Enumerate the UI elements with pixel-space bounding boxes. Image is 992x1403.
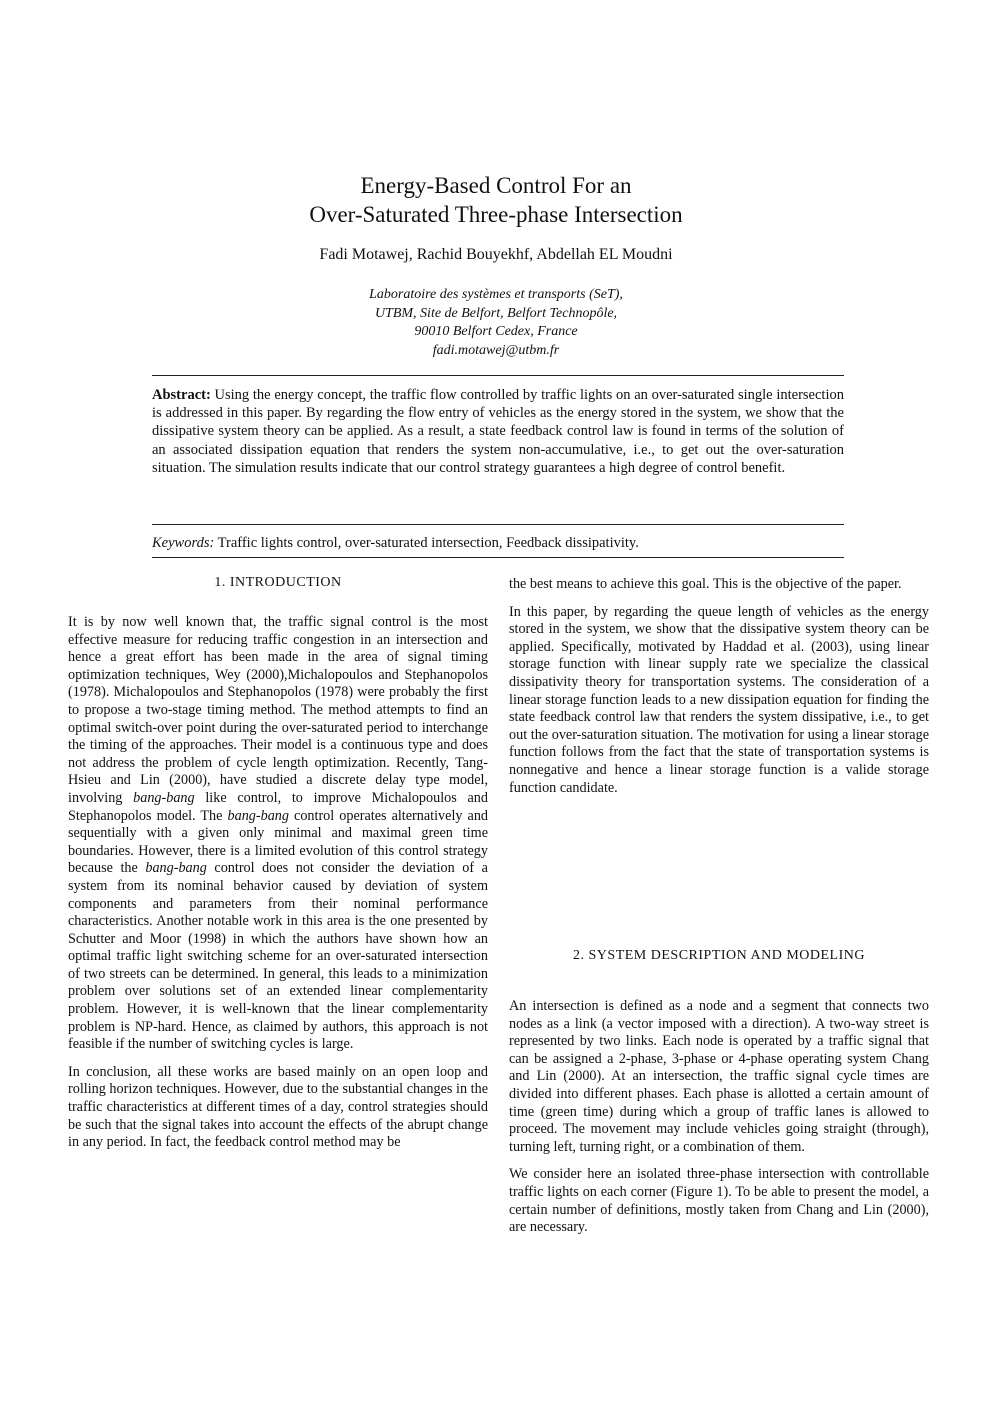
emphasis-bang-bang: bang-bang — [145, 860, 207, 877]
intro-text-part-2: like control, to improve Michalopoulos and Stephanopolos model. The — [68, 789, 488, 824]
system-paragraph-1: An intersection is defined as a node and a segment that connects two nodes as a link (a vector imposed with a direction). A two-way street is represented by two links. Each node is operated by a traffic signal that can be assigned a 2-phase, 3-phase or 4-phase operating system Chang and Lin (2000). At an intersection, the traffic signal cycle times are divided into different phases. Each phase is allotted a certain amount of time (green time) during which a group of traffic lanes is allowed to proceed. The movement may include vehicles going straight (through), turning left, turning right, or a combination of them. — [509, 998, 929, 1155]
left-column — [68, 614, 488, 1162]
affiliation-line-2: UTBM, Site de Belfort, Belfort Technopôle, — [374, 305, 618, 321]
keywords-text: Traffic lights control, over-saturated intersection, Feedback dissipativity. — [217, 535, 639, 551]
intro-paragraph-2: In conclusion, all these works are based mainly on an open loop and rolling horizon techniques. However, due to the substantial changes in the traffic characteristics at different times of a day, control strategies should be such that the signal takes into account the effects of the abrupt change in any period. In fact, the feedback control method may be — [68, 1063, 488, 1151]
keywords — [152, 534, 844, 552]
right-column — [509, 576, 929, 807]
affiliation-line-3: 90010 Belfort Cedex, France — [414, 324, 578, 339]
affiliation-line-1: Laboratoire des systèmes et transports (SeT), — [369, 287, 623, 302]
paper-title — [0, 171, 992, 229]
intro-paragraph-4: In this paper, by regarding the queue length of vehicles as the energy stored in the system, we show that the dissipative system theory can be applied. Specifically, motivated by Haddad et al. (2003), using linear storage function with linear supply rate we specialize the classical dissipativity theory for transportation systems. The consideration of a linear storage function leads to a new dissipation equation for finding the state feedback control law that renders the system dissipative, i.e., to get out the over-saturation situation. The motivation for using a linear storage function follows from the fact that the state of transportation systems is nonnegative and hence a linear storage function is a valide storage function candidate. — [509, 603, 929, 796]
system-paragraph-2: We consider here an isolated three-phase intersection with controllable traffic lights on each corner (Figure 1). To be able to present the model, a certain number of definitions, mostly taken from Chang and Lin (2000), are necessary. — [509, 1166, 929, 1236]
intro-text-part-4: control does not consider the deviation of a system from its nominal behavior caused by deviation of system components and parameters from their nominal performance characteristics. Another notable work in this area is the one presented by Schutter and Moor (1998) in which the authors have shown how an optimal traffic light switching scheme for an over-saturated intersection of two streets can be determined. In general, this leads to a minimization problem over solutions set of an extended linear complementarity problem. However, it is well-known that the linear complementarity problem is NP-hard. Hence, as claimed by authors, this approach is not feasible if the number of switching cycles is large. — [68, 860, 488, 1053]
keywords-bottom-rule — [152, 557, 844, 558]
section-heading-introduction: 1. INTRODUCTION — [214, 575, 342, 590]
intro-text-part-1: It is by now well known that, the traffic signal control is the most effective measure for reducing traffic congestion in an intersection and hence a great effort has been made in the area of signal timing optimization techniques, Wey (2000),Michalopoulos and Stephanopolos (1978). Michalopoulos and Stephanopolos (1978) were probably the first to propose a two-stage timing method. The method attempts to find an optimal switch-over point during the over-saturated period to interchange the timing of the approaches. Their model is a continuous type and does not address the problem of cycle length optimization. Recently, Tang-Hsieu and Lin (2000), have studied a discrete delay type model, involving — [68, 614, 488, 806]
right-column-section-2 — [509, 998, 929, 1247]
intro-text-part-3: control operates alternatively and sequentially with a given only minimal and maximal green time boundaries. However, there is a limited evolution of this control strategy because the — [68, 807, 489, 877]
author-email: fadi.motawej@utbm.fr — [432, 342, 560, 358]
abstract — [152, 386, 844, 477]
emphasis-bang-bang: bang-bang — [133, 789, 195, 806]
emphasis-bang-bang: bang-bang — [227, 807, 289, 824]
keywords-label: Keywords: — [152, 535, 215, 551]
intro-paragraph-1 — [68, 614, 488, 1054]
affiliation — [0, 286, 992, 360]
abstract-bottom-rule — [152, 524, 844, 525]
abstract-label: Abstract: — [152, 387, 211, 403]
title-line-1: Energy-Based Control For an — [360, 173, 632, 198]
author-list: Fadi Motawej, Rachid Bouyekhf, Abdellah EL Moudni — [319, 246, 673, 263]
intro-paragraph-3: the best means to achieve this goal. This is the objective of the paper. — [509, 576, 902, 592]
abstract-text: Using the energy concept, the traffic flow controlled by traffic lights on an over-saturated single intersection is addressed in this paper. By regarding the flow entry of vehicles as the energy stored in the system, we show that the dissipative system theory can be applied. As a result, a state feedback control law is found in terms of the solution of an associated dissipation equation that renders the system non-accumulative, i.e., to get out the over-saturation situation. The simulation results indicate that our control strategy guarantees a high degree of control benefit. — [152, 387, 844, 476]
section-heading-system-description: 2. SYSTEM DESCRIPTION AND MODELING — [573, 948, 865, 963]
abstract-top-rule — [152, 375, 844, 376]
title-line-2: Over-Saturated Three-phase Intersection — [309, 202, 683, 227]
